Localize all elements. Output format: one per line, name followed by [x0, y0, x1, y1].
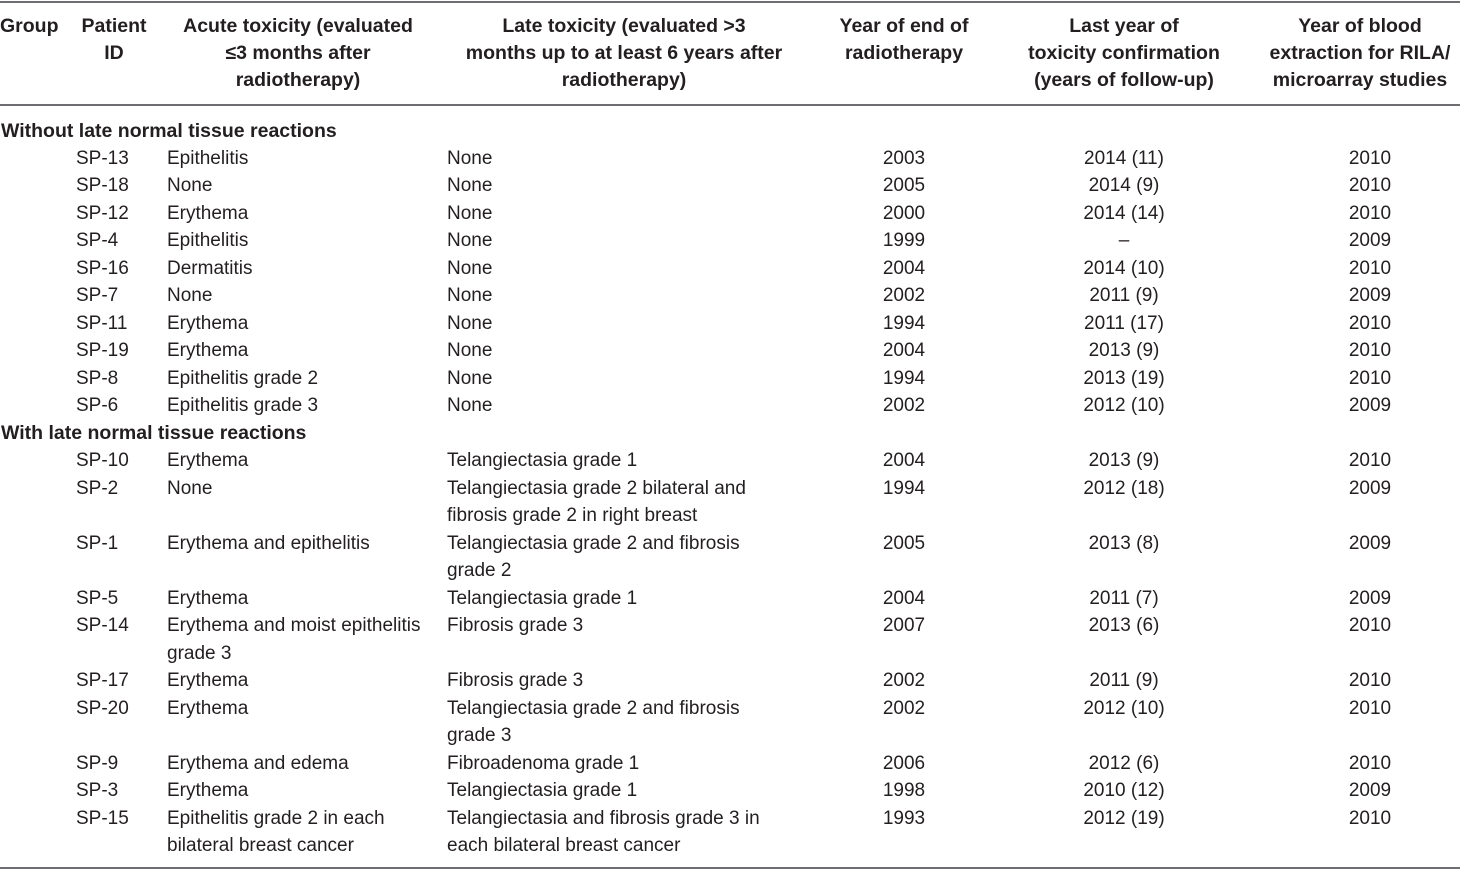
acute-toxicity-cell-line: Epithelitis [167, 147, 249, 169]
late-toxicity-cell [447, 777, 637, 805]
acute-toxicity-cell-line: Epithelitis grade 3 [167, 395, 319, 416]
acute-toxicity-cell [167, 530, 370, 558]
late-toxicity-cell-line: None [447, 230, 493, 251]
patient-id-cell: SP-3 [76, 780, 119, 801]
blood-year-cell: 2010 [1348, 670, 1392, 691]
end-year-cell: 2002 [882, 697, 926, 719]
last-year-cell: 2013 (8) [1088, 532, 1160, 554]
last-year-cell: 2011 (9) [1089, 670, 1159, 691]
acute-toxicity-cell [167, 585, 248, 613]
late-toxicity-cell-line: Telangiectasia and fibrosis grade 3 in [447, 807, 760, 829]
late-toxicity-cell-line: Telangiectasia grade 1 [447, 587, 638, 609]
late-toxicity-cell-line: None [447, 367, 493, 389]
patient-id-cell: SP-11 [76, 312, 128, 334]
acute-toxicity-cell-line: Erythema [167, 340, 249, 361]
acute-toxicity-cell [167, 255, 253, 283]
acute-toxicity-cell [167, 612, 420, 667]
last-year-cell: 2012 (10) [1083, 395, 1165, 416]
table-row [0, 392, 1460, 419]
blood-year-cell: 2010 [1348, 367, 1392, 389]
acute-toxicity-cell-line: None [167, 285, 213, 306]
acute-toxicity-cell [167, 695, 248, 723]
last-year-cell: 2013 (6) [1088, 615, 1160, 636]
patient-id-cell: SP-10 [76, 450, 129, 471]
table-row [0, 282, 1460, 309]
last-year-cell: 2014 (14) [1083, 202, 1165, 224]
patient-id-cell: SP-12 [76, 202, 129, 224]
late-toxicity-cell-line: each bilateral breast cancer [447, 835, 681, 856]
late-toxicity-cell [447, 612, 583, 640]
bottom-rule [0, 867, 1460, 869]
header-patient-id: Patient ID [81, 15, 147, 64]
table-row [0, 227, 1460, 254]
acute-toxicity-cell-line: Erythema [167, 312, 249, 334]
last-year-cell: 2011 (17) [1084, 312, 1164, 334]
patient-id-cell: SP-18 [76, 175, 129, 196]
end-year-cell: 1994 [882, 312, 926, 334]
late-toxicity-cell-line: Telangiectasia grade 2 and fibrosis [447, 532, 740, 554]
table-row [0, 145, 1460, 172]
table-row [0, 805, 1460, 856]
table-row [0, 447, 1460, 474]
end-year-cell: 2003 [882, 147, 926, 169]
late-toxicity-cell-line: None [447, 285, 493, 306]
table-row [0, 172, 1460, 199]
blood-year-cell: 2010 [1348, 175, 1392, 196]
blood-year-cell: 2010 [1348, 752, 1392, 774]
header-group: Group [0, 15, 59, 37]
acute-toxicity-cell [167, 145, 248, 173]
top-rule [0, 1, 1460, 3]
header-late-toxicity: Late toxicity (evaluated >3 months up to at least 6 years after radiotherapy) [465, 15, 783, 91]
patient-id-cell: SP-16 [76, 257, 129, 279]
patient-id-cell: SP-1 [76, 532, 119, 554]
last-year-cell: 2013 (9) [1088, 340, 1160, 361]
acute-toxicity-cell [167, 805, 385, 860]
late-toxicity-cell [447, 200, 492, 228]
patient-id-cell: SP-19 [76, 340, 129, 361]
late-toxicity-cell [447, 667, 583, 695]
acute-toxicity-cell [167, 392, 318, 420]
blood-year-cell: 2009 [1348, 395, 1392, 416]
patient-id-cell: SP-9 [76, 752, 119, 774]
header-last-year: Last year of toxicity confirmation (years of follow-up) [1028, 15, 1220, 91]
acute-toxicity-cell-line: Epithelitis grade 2 [167, 367, 319, 389]
group-label: Without late normal tissue reactions [1, 120, 337, 142]
blood-year-cell: 2010 [1348, 312, 1392, 334]
late-toxicity-cell-line: Telangiectasia grade 2 and fibrosis [447, 697, 740, 719]
last-year-cell: 2012 (10) [1083, 697, 1165, 719]
blood-year-cell: 2010 [1348, 340, 1392, 361]
last-year-cell: 2012 (6) [1088, 752, 1160, 774]
late-toxicity-cell [447, 365, 492, 393]
acute-toxicity-cell-line: Erythema [167, 780, 249, 801]
header-rule [0, 104, 1460, 106]
group-label: With late normal tissue reactions [1, 422, 307, 444]
table-row [0, 777, 1460, 804]
acute-toxicity-cell [167, 365, 318, 393]
late-toxicity-cell-line: Telangiectasia grade 1 [447, 780, 638, 801]
end-year-cell: 2004 [882, 450, 926, 471]
late-toxicity-cell-line: None [447, 202, 493, 224]
blood-year-cell: 2010 [1348, 615, 1392, 636]
acute-toxicity-cell-line: Erythema [167, 587, 249, 609]
blood-year-cell: 2009 [1348, 587, 1392, 609]
acute-toxicity-cell [167, 667, 248, 695]
patient-id-cell: SP-4 [76, 230, 119, 251]
patient-id-cell: SP-2 [76, 477, 119, 499]
table-row [0, 255, 1460, 282]
late-toxicity-cell [447, 447, 637, 475]
late-toxicity-cell-line: grade 3 [447, 725, 512, 746]
acute-toxicity-cell [167, 282, 212, 310]
patient-id-cell: SP-7 [76, 285, 119, 306]
last-year-cell: 2013 (9) [1088, 450, 1160, 471]
end-year-cell: 2005 [882, 532, 926, 554]
end-year-cell: 2007 [882, 615, 926, 636]
end-year-cell: 2005 [882, 175, 926, 196]
blood-year-cell: 2010 [1348, 697, 1392, 719]
late-toxicity-cell-line: Telangiectasia grade 1 [447, 450, 638, 471]
acute-toxicity-cell [167, 750, 349, 778]
patient-id-cell: SP-8 [76, 367, 119, 389]
table-row [0, 310, 1460, 337]
table-row [0, 530, 1460, 581]
patient-id-cell: SP-17 [76, 670, 129, 691]
last-year-cell: 2012 (18) [1083, 477, 1165, 499]
late-toxicity-cell-line: None [447, 395, 493, 416]
last-year-cell: 2012 (19) [1083, 807, 1165, 829]
late-toxicity-cell-line: Telangiectasia grade 2 bilateral and [447, 477, 746, 499]
blood-year-cell: 2009 [1348, 477, 1392, 499]
table-row [0, 695, 1460, 746]
late-toxicity-cell [447, 530, 740, 585]
acute-toxicity-cell-line: Erythema [167, 670, 249, 691]
acute-toxicity-cell-line: Erythema [167, 450, 249, 471]
acute-toxicity-cell-line: None [167, 175, 213, 196]
end-year-cell: 1998 [882, 780, 926, 801]
acute-toxicity-cell-line: Dermatitis [167, 257, 253, 279]
table-row [0, 337, 1460, 364]
end-year-cell: 2002 [882, 395, 926, 416]
end-year-cell: 2004 [882, 257, 926, 279]
acute-toxicity-cell-line: Epithelitis [167, 230, 249, 251]
blood-year-cell: 2010 [1348, 202, 1392, 224]
late-toxicity-cell-line: None [447, 147, 493, 169]
late-toxicity-cell [447, 695, 740, 750]
acute-toxicity-cell [167, 777, 248, 805]
table-row [0, 750, 1460, 777]
late-toxicity-cell [447, 750, 639, 778]
late-toxicity-cell [447, 282, 492, 310]
acute-toxicity-cell-line: None [167, 477, 213, 499]
acute-toxicity-cell-line: Erythema and edema [167, 752, 349, 774]
acute-toxicity-cell-line: Erythema and epithelitis [167, 532, 370, 554]
late-toxicity-cell-line: None [447, 340, 493, 361]
blood-year-cell: 2010 [1348, 807, 1392, 829]
last-year-cell: 2014 (9) [1088, 175, 1160, 196]
blood-year-cell: 2010 [1348, 450, 1392, 471]
blood-year-cell: 2009 [1348, 230, 1392, 251]
patient-id-cell: SP-5 [76, 587, 119, 609]
late-toxicity-cell [447, 392, 492, 420]
end-year-cell: 2002 [882, 670, 926, 691]
end-year-cell: 2000 [882, 202, 926, 224]
end-year-cell: 2004 [882, 340, 926, 361]
table-row [0, 667, 1460, 694]
blood-year-cell: 2010 [1348, 257, 1392, 279]
acute-toxicity-cell [167, 310, 248, 338]
late-toxicity-cell [447, 585, 637, 613]
acute-toxicity-cell [167, 227, 248, 255]
acute-toxicity-cell [167, 200, 248, 228]
late-toxicity-cell-line: None [447, 257, 493, 279]
last-year-cell: 2010 (12) [1083, 780, 1165, 801]
patient-id-cell: SP-15 [76, 807, 129, 829]
acute-toxicity-cell-line: Erythema [167, 202, 249, 224]
acute-toxicity-cell-line: grade 3 [167, 642, 232, 664]
acute-toxicity-cell [167, 337, 248, 365]
table-row [0, 365, 1460, 392]
blood-year-cell: 2009 [1348, 532, 1392, 554]
acute-toxicity-cell-line: bilateral breast cancer [167, 835, 354, 856]
blood-year-cell: 2010 [1348, 147, 1392, 169]
late-toxicity-cell [447, 475, 746, 530]
table-row [0, 200, 1460, 227]
late-toxicity-cell-line: None [447, 312, 493, 334]
last-year-cell: – [1118, 230, 1130, 251]
patient-id-cell: SP-14 [76, 615, 129, 636]
late-toxicity-cell [447, 227, 492, 255]
end-year-cell: 2002 [882, 285, 926, 306]
end-year-cell: 1993 [882, 807, 926, 829]
end-year-cell: 1999 [882, 230, 926, 251]
acute-toxicity-cell [167, 447, 248, 475]
last-year-cell: 2014 (11) [1084, 147, 1164, 169]
late-toxicity-cell-line: Fibrosis grade 3 [447, 670, 584, 691]
last-year-cell: 2014 (10) [1083, 257, 1165, 279]
table-row [0, 475, 1460, 526]
late-toxicity-cell [447, 255, 492, 283]
late-toxicity-cell [447, 145, 492, 173]
end-year-cell: 2006 [882, 752, 926, 774]
acute-toxicity-cell-line: Epithelitis grade 2 in each [167, 807, 385, 829]
late-toxicity-cell-line: fibrosis grade 2 in right breast [447, 505, 698, 526]
end-year-cell: 2004 [882, 587, 926, 609]
late-toxicity-cell-line: Fibroadenoma grade 1 [447, 752, 640, 774]
patient-id-cell: SP-20 [76, 697, 129, 719]
acute-toxicity-cell-line: Erythema [167, 697, 249, 719]
acute-toxicity-cell [167, 172, 212, 200]
late-toxicity-cell [447, 805, 760, 860]
patient-id-cell: SP-13 [76, 147, 129, 169]
acute-toxicity-cell [167, 475, 212, 503]
table-row [0, 585, 1460, 612]
late-toxicity-cell-line: Fibrosis grade 3 [447, 615, 584, 636]
late-toxicity-cell-line: grade 2 [447, 560, 512, 581]
header-acute-toxicity: Acute toxicity (evaluated ≤3 months after radiotherapy) [183, 15, 413, 91]
header-blood-year: Year of blood extraction for RILA/ microarray studies [1269, 15, 1451, 91]
header-end-year: Year of end of radiotherapy [839, 15, 969, 64]
patient-id-cell: SP-6 [76, 395, 119, 416]
blood-year-cell: 2009 [1348, 780, 1392, 801]
late-toxicity-cell-line: None [447, 175, 493, 196]
acute-toxicity-cell-line: Erythema and moist epithelitis [167, 615, 421, 636]
late-toxicity-cell [447, 337, 492, 365]
blood-year-cell: 2009 [1348, 285, 1392, 306]
table-row [0, 612, 1460, 664]
last-year-cell: 2013 (19) [1083, 367, 1165, 389]
end-year-cell: 1994 [882, 367, 926, 389]
late-toxicity-cell [447, 172, 492, 200]
last-year-cell: 2011 (9) [1089, 285, 1159, 306]
end-year-cell: 1994 [882, 477, 926, 499]
late-toxicity-cell [447, 310, 492, 338]
last-year-cell: 2011 (7) [1089, 587, 1159, 609]
